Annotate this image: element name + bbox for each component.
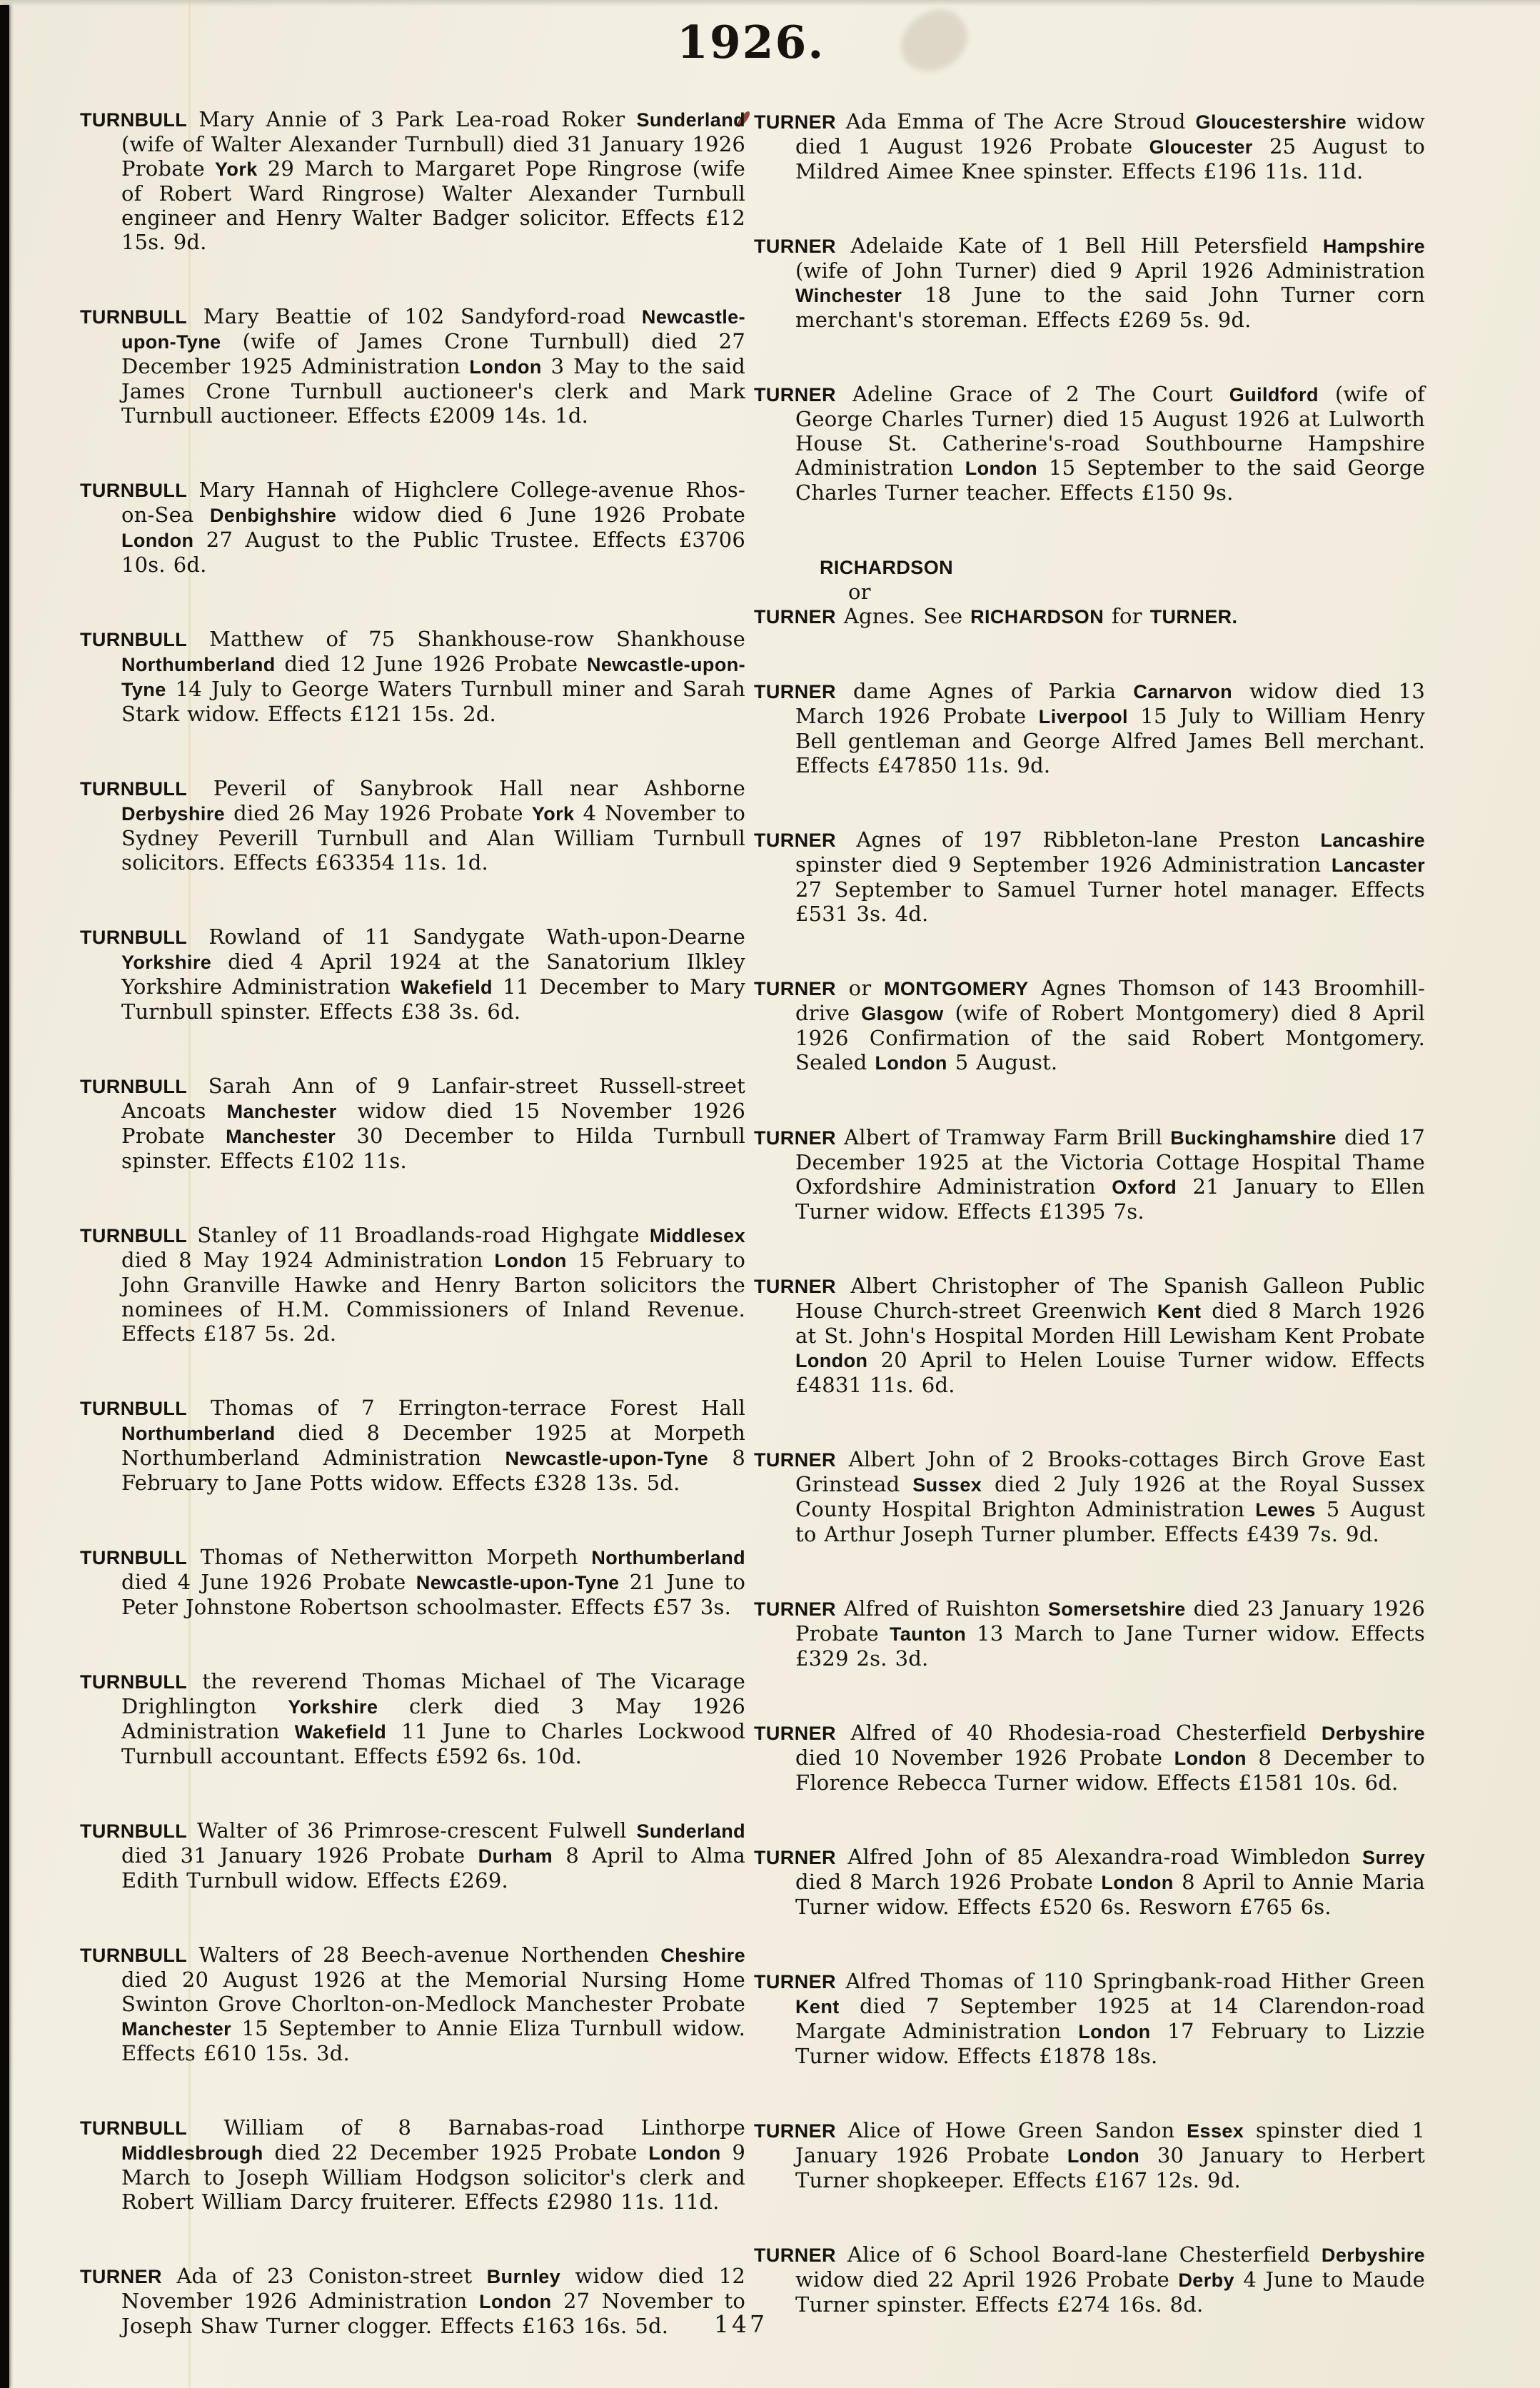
text-run: spinster died 9 September 1926 Administration (795, 852, 1332, 877)
text-run: (wife of George Charles Turner) died 15 August 1926 at Lulworth House St. Catherine's-road Southbourne Hampshire Administration (795, 382, 1425, 480)
probate-entry (754, 233, 1425, 332)
text-run: 27 September to Samuel Turner hotel manager. Effects £531 3s. 4d. (795, 877, 1425, 926)
text-run: (wife of John Turner) died 9 April 1926 Administration (795, 258, 1425, 283)
probate-entry (754, 1845, 1425, 1919)
text-run: Agnes of 197 Ribbleton-lane Preston (835, 827, 1321, 852)
bold-term: Liverpool (1038, 706, 1128, 727)
text-run: 15 February to John Granville Hawke and Henry Barton solicitors the nominees of H.M. Commissioners of Inland Revenue. Effects £187 5s. 2d. (121, 1248, 745, 1346)
bold-term: London (1078, 2021, 1151, 2042)
cross-reference-line (754, 555, 1425, 580)
bold-term: Derbyshire (1321, 2245, 1425, 2266)
text-run: died 17 December 1925 at the Victoria Cottage Hospital Thame Oxfordshire Administration (795, 1125, 1425, 1199)
bold-term: London (648, 2142, 721, 2164)
bold-term: Guildford (1229, 384, 1319, 405)
text-run: died 22 December 1925 Probate (263, 2140, 649, 2165)
bold-term: TURNBULL (80, 1671, 188, 1693)
text-run: Walter of 36 Primrose-crescent Fulwell (187, 1818, 637, 1843)
text-run: Peveril of Sanybrook Hall near Ashborne (187, 776, 745, 800)
probate-entry (80, 1943, 745, 2065)
bold-term: TURNER (754, 830, 836, 851)
text-run: 11 December to Mary Turnbull spinster. Effects £38 3s. 6d. (121, 974, 745, 1024)
bold-term: London (479, 2291, 552, 2312)
bold-term: Newcastle-upon-Tyne (505, 1448, 709, 1469)
bold-term: TURNBULL (80, 1076, 188, 1097)
bold-term: Newcastle-upon-Tyne (121, 654, 745, 700)
bold-term: London (1067, 2145, 1140, 2167)
probate-entry (754, 1969, 1425, 2068)
bold-term: Buckinghamshire (1170, 1127, 1337, 1149)
text-run: 4 June to Maude Turner spinster. Effects £274 16s. 8d. (795, 2267, 1426, 2317)
probate-entry (754, 2242, 1425, 2317)
bold-term: Yorkshire (288, 1696, 378, 1718)
probate-entry (754, 976, 1425, 1075)
bold-term: TURNER (754, 2245, 836, 2266)
bold-term: Newcastle-upon-Tyne (416, 1572, 620, 1593)
probate-entry (80, 478, 745, 577)
year-heading: 1926. (677, 16, 825, 69)
probate-entry (754, 827, 1425, 926)
bold-term: Kent (795, 1996, 840, 2017)
bold-term: TURNER (754, 2120, 836, 2142)
text-run: widow died 1 August 1926 Probate (795, 109, 1425, 158)
text-run: Agnes Thomson of 143 Broomhill-drive (795, 976, 1426, 1025)
page-number: 147 (714, 2310, 768, 2338)
text-run: widow died 22 April 1926 Probate (795, 2267, 1179, 2292)
text-run: Rowland of 11 Sandygate Wath-upon-Dearne (187, 925, 745, 949)
bold-term: TURNER (754, 1723, 836, 1744)
text-run: widow died 13 March 1926 Probate (795, 679, 1425, 728)
bold-term: London (494, 1250, 567, 1271)
text-run: died 23 January 1926 Probate (795, 1596, 1425, 1646)
bold-term: Taunton (889, 1623, 967, 1645)
text-run: Albert John of 2 Brooks-cottages Birch Grove East Grinstead (795, 1447, 1425, 1496)
bold-term: TURNBULL (80, 306, 188, 328)
text-run: died 26 May 1926 Probate (225, 801, 532, 825)
probate-entry (80, 627, 745, 726)
text-run: Mary Beattie of 102 Sandyford-road (187, 304, 642, 328)
bold-term: Denbighshire (210, 505, 337, 526)
text-run: 18 June to the said John Turner corn merchant's storeman. Effects £269 5s. 9d. (795, 283, 1425, 332)
bold-term: TURNER (754, 1598, 836, 1620)
probate-entry (80, 2264, 745, 2338)
bold-term: Wakefield (401, 977, 493, 998)
text-run: 30 January to Herbert Turner shopkeeper. Effects £167 12s. 9d. (795, 2143, 1426, 2192)
text-run: died 7 September 1925 at 14 Clarendon-road Margate Administration (795, 1994, 1425, 2043)
text-run: 27 November to Joseph Shaw Turner clogger. Effects £163 16s. 5d. (121, 2289, 745, 2338)
bold-term: TURNER (80, 2266, 162, 2287)
bold-term: Lewes (1255, 1499, 1316, 1521)
text-run: died 8 March 1926 at St. John's Hospital Morden Hill Lewisham Kent Probate (795, 1299, 1425, 1348)
bold-term: TURNER (754, 1276, 836, 1297)
text-run: Alice of Howe Green Sandon (835, 2118, 1187, 2142)
bold-term: Lancashire (1320, 830, 1425, 851)
bold-term: London (1101, 1872, 1174, 1893)
bold-term: Middlesbrough (121, 2142, 263, 2164)
text-run: 17 February to Lizzie Turner widow. Effects £1878 18s. (795, 2019, 1425, 2068)
text-run: (wife of James Crone Turnbull) died 27 December 1925 Administration (121, 329, 745, 378)
probate-entry (80, 107, 745, 254)
bold-term: York (531, 803, 575, 825)
bold-term: TURNER (754, 1449, 836, 1471)
bold-term: RICHARDSON (820, 557, 954, 578)
text-run: (wife of Walter Alexander Turnbull) died 31 January 1926 Probate (121, 132, 745, 181)
text-run: 8 April to Annie Maria Turner widow. Effects £520 6s. Resworn £765 6s. (795, 1870, 1425, 1919)
text-run: died 4 April 1924 at the Sanatorium Ilkley Yorkshire Administration (121, 949, 745, 999)
text-run: 15 September to the said George Charles Turner teacher. Effects £150 9s. (795, 455, 1425, 505)
text-run: died 20 August 1926 at the Memorial Nursing Home Swinton Grove Chorlton-on-Medlock Manchester Probate (121, 1968, 745, 2016)
bold-term: TURNER (754, 1971, 836, 1992)
bold-term: TURNBULL (80, 1225, 188, 1246)
bold-term: Durham (478, 1845, 553, 1867)
text-run: died 31 January 1926 Probate (121, 1843, 478, 1868)
text-run: Ada of 23 Coniston-street (161, 2264, 487, 2288)
text-run: 15 September to Annie Eliza Turnbull widow. Effects £610 15s. 3d. (121, 2016, 745, 2065)
bold-term: TURNER (754, 111, 836, 133)
bold-term: Glasgow (861, 1003, 944, 1024)
bold-term: TURNBULL (80, 1547, 188, 1568)
bold-term: TURNER (754, 384, 836, 405)
text-run: 5 August. (947, 1050, 1058, 1074)
bold-term: Northumberland (591, 1547, 745, 1568)
left-column (80, 107, 745, 2338)
text-run: Ada Emma of The Acre Stroud (835, 109, 1196, 133)
text-run: Agnes. See (835, 604, 971, 628)
text-run: 20 April to Helen Louise Turner widow. Effects £4831 11s. 6d. (795, 1348, 1425, 1397)
text-run: died 8 December 1925 at Morpeth Northumberland Administration (121, 1421, 745, 1470)
probate-entry (754, 1447, 1425, 1546)
text-run: 15 July to William Henry Bell gentleman and George Alfred James Bell merchant. Effects £47850 11s. 9d. (795, 704, 1425, 777)
probate-entry (754, 2118, 1425, 2192)
bold-term: Surrey (1362, 1847, 1425, 1868)
bold-term: TURNBULL (80, 1945, 188, 1966)
text-run: dame Agnes of Parkia (835, 679, 1134, 703)
text-run: Walters of 28 Beech-avenue Northenden (187, 1943, 661, 1967)
bold-term: Derby (1178, 2269, 1234, 2291)
text-run: Adeline Grace of 2 The Court (835, 382, 1229, 406)
text-run: 30 December to Hilda Turnbull spinster. Effects £102 11s. (121, 1124, 746, 1173)
text-run: 27 August to the Public Trustee. Effects £3706 10s. 6d. (121, 528, 745, 577)
text-run: Stanley of 11 Broadlands-road Highgate (187, 1223, 650, 1247)
bold-term: Burnley (486, 2266, 561, 2287)
bold-term: RICHARDSON (970, 606, 1104, 628)
binding-strip (0, 5, 9, 2388)
bold-term: Somersetshire (1047, 1598, 1186, 1620)
bold-term: Wakefield (294, 1721, 387, 1743)
text-run: clerk died 3 May 1926 Administration (121, 1694, 745, 1743)
bold-term: Oxford (1112, 1177, 1177, 1198)
probate-entry (754, 1721, 1425, 1795)
bold-term: London (469, 356, 542, 378)
text-run: 8 April to Alma Edith Turnbull widow. Effects £269. (121, 1843, 745, 1893)
text-run: Matthew of 75 Shankhouse-row Shankhouse (187, 627, 745, 651)
text-run: 5 August to Arthur Joseph Turner plumber. Effects £439 7s. 9d. (795, 1497, 1425, 1546)
bold-term: TURNBULL (80, 1820, 188, 1842)
cross-reference-line (754, 604, 1425, 629)
bold-term: TURNER. (1149, 606, 1238, 628)
probate-entry (80, 1396, 745, 1495)
text-run: 9 March to Joseph William Hodgson solicitor's clerk and Robert William Darcy fruiterer. Effects £2980 11s. 11d. (121, 2140, 745, 2214)
bold-term: Lancaster (1331, 855, 1425, 876)
text-run: (wife of Robert Montgomery) died 8 April 1926 Confirmation of the said Robert Montgomery. Sealed (795, 1001, 1425, 1074)
bold-term: TURNER (754, 681, 836, 702)
bold-term: TURNBULL (80, 1398, 188, 1419)
bold-term: Derbyshire (1321, 1723, 1425, 1744)
text-run: Mary Hannah of Highclere College-avenue Rhos-on-Sea (121, 478, 745, 527)
text-run: died 2 July 1926 at the Royal Sussex County Hospital Brighton Administration (795, 1472, 1425, 1521)
probate-entry (754, 679, 1425, 777)
bold-term: Newcastle-upon-Tyne (121, 306, 745, 353)
bold-term: London (965, 458, 1038, 479)
bold-term: TURNER (754, 606, 836, 628)
probate-entry (80, 2115, 745, 2214)
text-run: died 8 May 1924 Administration (121, 1248, 495, 1272)
text-run: 8 February to Jane Potts widow. Effects £328 13s. 5d. (121, 1446, 745, 1495)
bold-term: London (875, 1052, 947, 1074)
text-run: Mary Annie of 3 Park Lea-road Roker (187, 107, 637, 131)
probate-entry (80, 304, 745, 428)
probate-entry (754, 382, 1425, 505)
bold-term: Northumberland (121, 1423, 276, 1444)
bold-term: Sunderland (636, 1820, 745, 1842)
bold-term: Northumberland (121, 654, 276, 675)
text-run: or (848, 580, 871, 604)
probate-entry (80, 1545, 745, 1619)
bold-term: Middlesex (649, 1225, 745, 1246)
text-run: Albert of Tramway Farm Brill (835, 1125, 1171, 1149)
probate-entry (80, 1818, 745, 1893)
bold-term: Kent (1157, 1301, 1202, 1322)
probate-entry (754, 109, 1425, 183)
bold-term: Manchester (226, 1101, 337, 1122)
probate-entry (80, 1074, 745, 1173)
text-run: Alfred of 40 Rhodesia-road Chesterfield (835, 1721, 1322, 1745)
cross-reference-entry (754, 555, 1425, 629)
text-run: Albert Christopher of The Spanish Galleon Public House Church-street Greenwich (795, 1274, 1425, 1323)
bold-term: TURNER (754, 1127, 836, 1149)
text-run: 21 January to Ellen Turner widow. Effects £1395 7s. (795, 1174, 1425, 1224)
bold-term: Gloucester (1149, 136, 1253, 158)
probate-entry (80, 1669, 745, 1768)
bold-term: Gloucestershire (1195, 111, 1347, 133)
text-run: Adelaide Kate of 1 Bell Hill Petersfield (835, 233, 1323, 258)
text-run: Alfred John of 85 Alexandra-road Wimbledon (835, 1845, 1363, 1869)
text-run: widow died 15 November 1926 Probate (121, 1099, 746, 1148)
bold-term: Sussex (912, 1474, 982, 1496)
bold-term: Sunderland (636, 109, 745, 131)
text-run: 11 June to Charles Lockwood Turnbull accountant. Effects £592 6s. 10d. (121, 1719, 745, 1768)
bold-term: TURNBULL (80, 109, 188, 131)
text-run: 21 June to Peter Johnstone Robertson schoolmaster. Effects £57 3s. (121, 1570, 745, 1619)
text-run: 13 March to Jane Turner widow. Effects £329 2s. 3d. (795, 1621, 1425, 1671)
bold-term: TURNBULL (80, 927, 188, 948)
bold-term: Carnarvon (1133, 681, 1232, 702)
text-run: Alfred of Ruishton (835, 1596, 1048, 1621)
bold-term: London (1174, 1748, 1247, 1769)
bold-term: Hampshire (1322, 236, 1425, 257)
bold-term: London (121, 530, 194, 551)
text-run: Sarah Ann of 9 Lanfair-street Russell-street Ancoats (121, 1074, 745, 1123)
ink-smudge (892, 2, 976, 79)
text-run: 4 November to Sydney Peverill Turnbull and Alan William Turnbull solicitors. Effects £63354 11s. 1d. (121, 801, 745, 875)
text-run: 25 August to Mildred Aimee Knee spinster. Effects £196 11s. 11d. (795, 134, 1425, 183)
bold-term: TURNER (754, 236, 836, 257)
bold-term: TURNER (754, 1847, 836, 1868)
text-run: 29 March to Margaret Pope Ringrose (wife of Robert Ward Ringrose) Walter Alexander Turnbull engineer and Henry Walter Badger solicitor. Effects £12 15s. 9d. (121, 156, 745, 254)
bold-term: Derbyshire (121, 803, 226, 825)
right-column (754, 109, 1425, 2317)
bold-term: TURNBULL (80, 778, 188, 800)
probate-entry (754, 1125, 1425, 1224)
text-run: 14 July to George Waters Turnbull miner and Sarah Stark widow. Effects £121 15s. 2d. (121, 677, 745, 726)
probate-entry (754, 1596, 1425, 1671)
text-run: died 8 March 1926 Probate (795, 1870, 1102, 1894)
text-run: Thomas of Netherwitton Morpeth (187, 1545, 592, 1569)
bold-term: London (795, 1350, 868, 1371)
text-run: died 4 June 1926 Probate (121, 1570, 416, 1594)
text-run: 8 December to Florence Rebecca Turner widow. Effects £1581 10s. 6d. (795, 1745, 1425, 1795)
bold-term: Yorkshire (121, 952, 212, 973)
text-run: widow died 6 June 1926 Probate (336, 503, 745, 527)
text-run: Thomas of 7 Errington-terrace Forest Hall (187, 1396, 745, 1420)
probate-entry (80, 776, 745, 875)
text-run: died 12 June 1926 Probate (275, 652, 587, 676)
text-run: or (835, 976, 885, 1000)
text-run: William of 8 Barnabas-road Linthorpe (187, 2115, 745, 2140)
probate-entry (80, 1223, 745, 1346)
bold-term: York (215, 158, 258, 180)
bold-term: TURNBULL (80, 629, 188, 650)
probate-entry (80, 925, 745, 1024)
text-run: the reverend Thomas Michael of The Vicarage Drighlington (121, 1669, 745, 1718)
bold-term: TURNBULL (80, 2117, 188, 2139)
bold-term: TURNER (754, 978, 836, 999)
text-run: Alfred Thomas of 110 Springbank-road Hither Green (835, 1969, 1425, 1993)
text-run: Alice of 6 School Board-lane Chesterfield (835, 2242, 1322, 2267)
bold-term: Essex (1187, 2120, 1244, 2142)
bold-term: Cheshire (660, 1945, 745, 1966)
bold-term: Manchester (121, 2018, 232, 2040)
probate-entry (754, 1274, 1425, 1397)
text-run: spinster died 1 January 1926 Probate (795, 2118, 1425, 2167)
bold-term: TURNBULL (80, 480, 188, 501)
cross-reference-line (754, 580, 1425, 604)
text-run: for (1104, 604, 1150, 628)
bold-term: Winchester (795, 285, 902, 306)
page-top-shadow (0, 0, 1540, 6)
text-run: 3 May to the said James Crone Turnbull auctioneer's clerk and Mark Turnbull auctioneer. Effects £2009 14s. 1d. (121, 354, 745, 428)
bold-term: MONTGOMERY (884, 978, 1029, 999)
text-run: widow died 12 November 1926 Administration (121, 2264, 745, 2313)
text-run: died 10 November 1926 Probate (795, 1745, 1174, 1770)
bold-term: Manchester (226, 1126, 336, 1147)
